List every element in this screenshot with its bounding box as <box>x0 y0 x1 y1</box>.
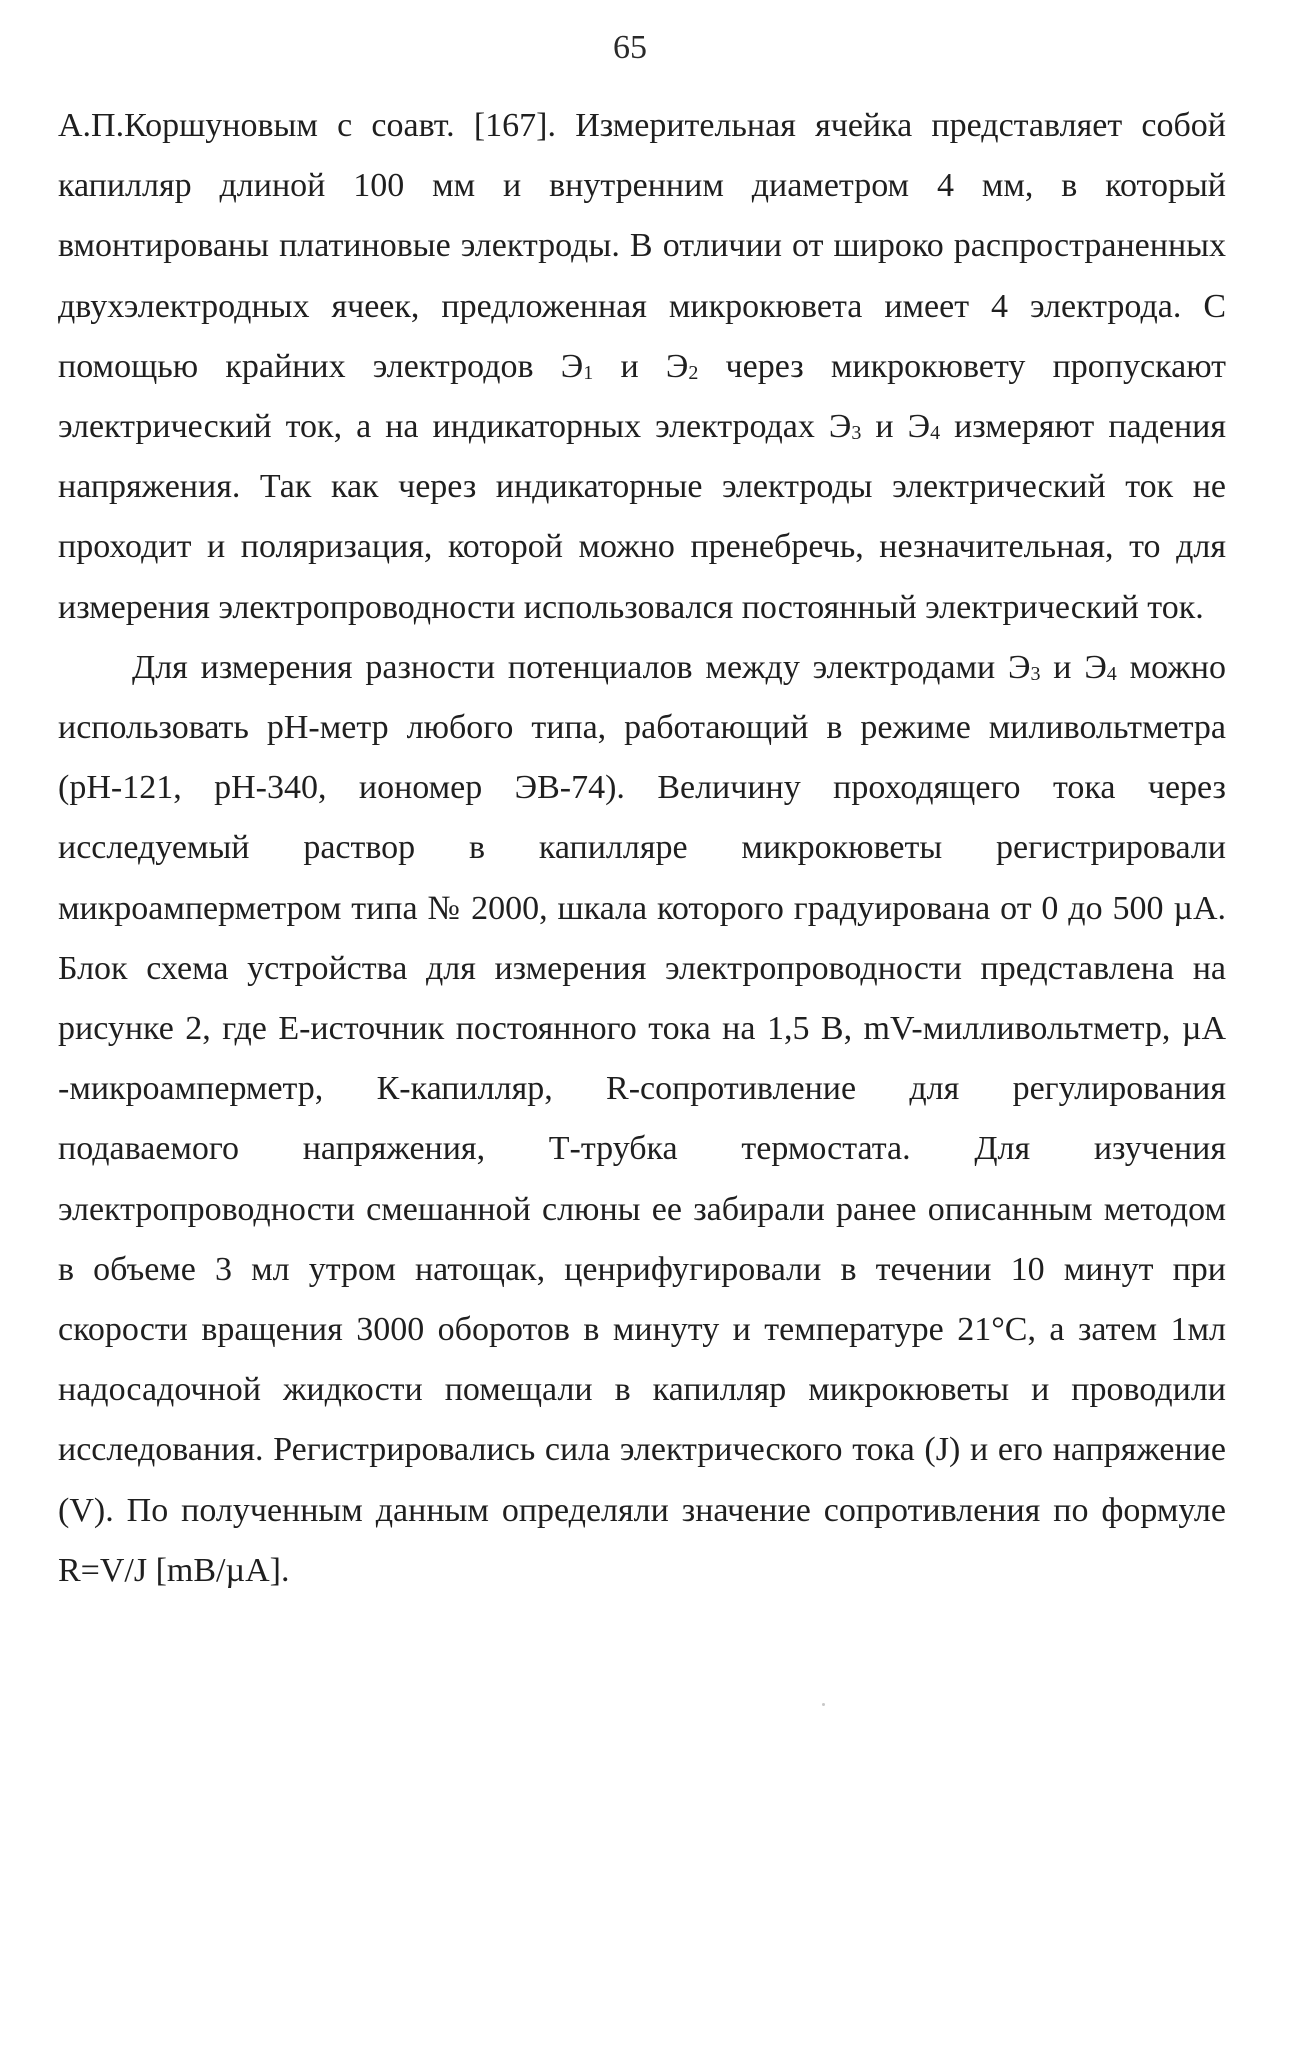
paragraph-text: А.П.Коршуновым с соавт. [167]. Измерительная ячейка представляет собой капилляр длиной 100 мм и внутренним диаметром 4 мм, в который вмонтированы платиновые электроды. В отличии от широко распространенных двухэлектродных ячеек, предложенная микрокювета имеет 4 электрода. С помощью крайних электродов Э <box>58 107 1226 385</box>
electrode-subscript: 3 <box>1030 662 1041 685</box>
paragraph-text: и Э <box>593 347 689 385</box>
paragraph-text: через микрокювету пропускают электрический ток, а на индикаторных электродах Э <box>58 347 1226 446</box>
paragraph-text: измеряют падения напряжения. Так как через индикаторные электроды электрический ток не проходит и поляризация, которой можно пренебречь, незначительная, то для измерения электропроводности использовался постоянный электрический ток. <box>58 408 1227 626</box>
electrode-subscript: 2 <box>688 361 699 384</box>
electrode-subscript: 1 <box>583 361 594 384</box>
electrode-subscript: 4 <box>1106 662 1117 685</box>
scan-speck <box>822 1703 825 1706</box>
page-number: 65 <box>613 29 647 66</box>
electrode-subscript: 4 <box>930 422 941 445</box>
document-body <box>58 96 1226 1601</box>
paragraph-1 <box>58 96 1226 638</box>
electrode-subscript: 3 <box>851 422 862 445</box>
paragraph-text: и Э <box>861 408 931 446</box>
paragraph-text: и Э <box>1040 648 1107 686</box>
paragraph-2 <box>58 638 1226 1601</box>
paragraph-text: можно использовать рН-метр любого типа, работающий в режиме миливольтметра (рН-121, рН-340, иономер ЭВ-74). Величину проходящего тока через исследуемый раствор в капилляре микрокюветы регистрировали микроамперметром типа № 2000, шкала которого градуирована от 0 до 500 µA. Блок схема устройства для измерения электропроводности представлена на рисунке 2, где Е-источник постоянного тока на 1,5 В, mV-милливольтметр, µA -микроамперметр, К-капилляр, R-сопротивление для регулирования подаваемого напряжения, Т-трубка термостата. Для изучения электропроводности смешанной слюны ее забирали ранее описанным методом в объеме 3 мл утром натощак, ценрифугировали в течении 10 минут при скорости вращения 3000 оборотов в минуту и температуре 21°С, а затем 1мл надосадочной жидкости помещали в капилляр микрокюветы и проводили исследования. Регистрировались сила электрического тока (J) и его напряжение (V). По полученным данным определяли значение сопротивления по формуле R=V/J [mB/µA]. <box>58 648 1226 1589</box>
paragraph-text: Для измерения разности потенциалов между электродами Э <box>132 648 1031 686</box>
